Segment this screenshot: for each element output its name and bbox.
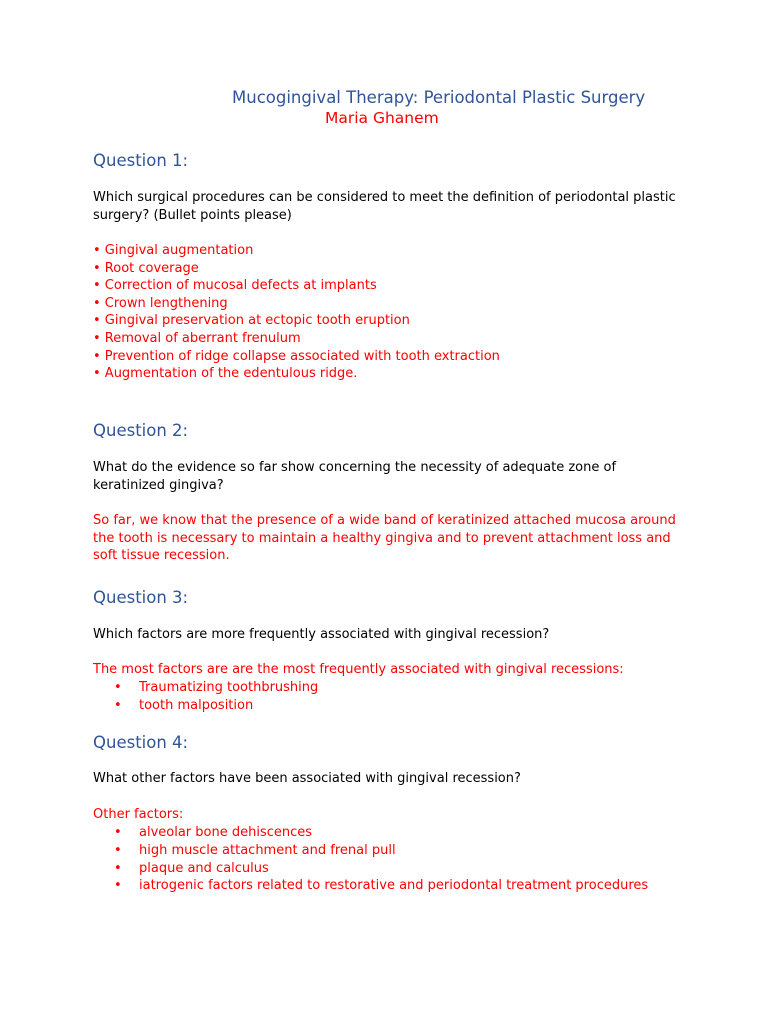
list-item: • high muscle attachment and frenal pull <box>114 842 396 858</box>
answer-bullet-item: • Root coverage <box>93 260 199 276</box>
list-item: • Traumatizing toothbrushing <box>114 680 319 695</box>
answer-bullet-item: • Gingival augmentation <box>93 243 254 258</box>
bullet-icon: • <box>114 860 122 876</box>
answer-bullet-item: • Augmentation of the edentulous ridge. <box>93 366 358 382</box>
question-3-heading: Question 3: <box>93 588 189 607</box>
question-2-heading: Question 2: <box>93 421 189 440</box>
question-3-bullet-list <box>114 679 318 715</box>
bullet-icon: • <box>114 842 122 858</box>
question-4-answer-intro: Other factors: <box>93 807 184 822</box>
question-2-answer: So far, we know that the presence of a wide band of keratinized attached mucosa around the tooth is necessary to maintain a healthy gingiva and to prevent attachment loss and soft tissue recession. <box>93 513 676 564</box>
bullet-icon: • <box>114 878 122 894</box>
question-4-bullet-list <box>114 824 648 895</box>
question-1-answer <box>93 242 693 383</box>
answer-bullet-item: • Prevention of ridge collapse associated with tooth extraction <box>93 348 500 364</box>
answer-bullet-item: • Removal of aberrant frenulum <box>93 330 301 346</box>
question-1-text: Which surgical procedures can be considered to meet the definition of periodontal plastic surgery? (Bullet points please) <box>93 190 676 223</box>
bullet-icon: • <box>114 680 122 695</box>
answer-bullet-item: • Correction of mucosal defects at implants <box>93 278 377 294</box>
document-title: Mucogingival Therapy: Periodontal Plastic Surgery <box>232 88 646 107</box>
question-4-text: What other factors have been associated with gingival recession? <box>93 771 521 786</box>
question-2-text: What do the evidence so far show concerning the necessity of adequate zone of keratinized gingiva? <box>93 460 617 493</box>
answer-bullet-item: • Gingival preservation at ectopic tooth eruption <box>93 313 410 329</box>
question-1-heading: Question 1: <box>93 151 189 170</box>
bullet-icon: • <box>114 697 122 713</box>
list-item: • alveolar bone dehiscences <box>114 825 313 840</box>
document-author: Maria Ghanem <box>325 109 439 127</box>
list-item: • iatrogenic factors related to restorative and periodontal treatment procedures <box>114 878 649 894</box>
question-3-answer-intro: The most factors are are the most frequently associated with gingival recessions: <box>93 662 624 677</box>
list-item: • tooth malposition <box>114 697 254 713</box>
bullet-icon: • <box>114 825 122 840</box>
question-4-heading: Question 4: <box>93 733 189 752</box>
list-item: • plaque and calculus <box>114 860 269 876</box>
question-3-text: Which factors are more frequently associated with gingival recession? <box>93 627 550 642</box>
answer-bullet-item: • Crown lengthening <box>93 295 228 311</box>
